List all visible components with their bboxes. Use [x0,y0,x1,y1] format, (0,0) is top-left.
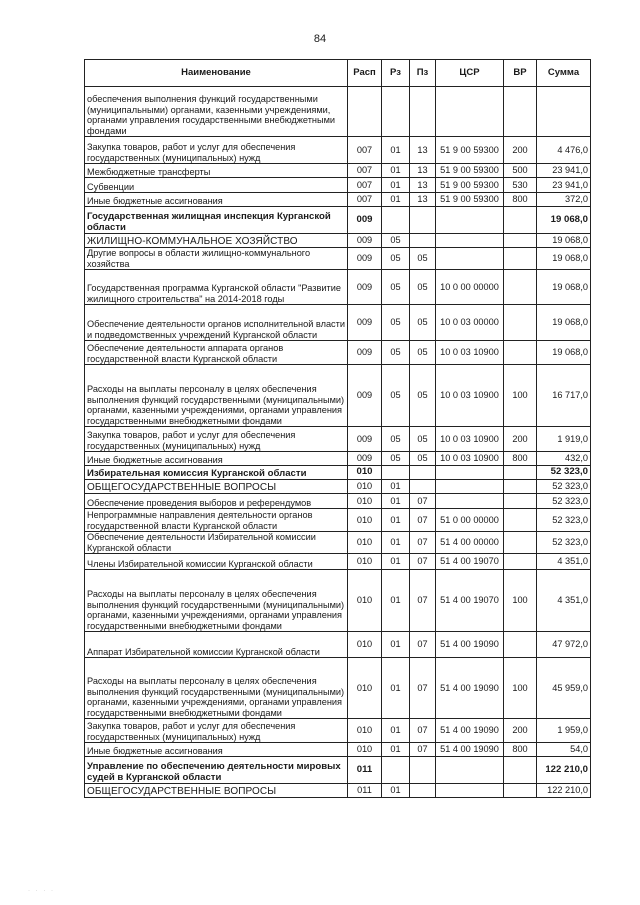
row-csr [436,87,504,137]
row-sum: 19 068,0 [537,207,591,234]
table-row [85,570,591,632]
row-pz: 05 [410,365,436,427]
row-vr [504,554,537,570]
row-rz: 05 [382,234,410,248]
row-sum: 52 323,0 [537,466,591,480]
row-pz: 05 [410,270,436,305]
row-csr: 51 4 00 19090 [436,632,504,658]
row-sum: 23 941,0 [537,178,591,193]
table-row [85,554,591,570]
row-pz [410,234,436,248]
row-csr: 51 4 00 19090 [436,719,504,743]
row-pz [410,757,436,784]
row-rz: 05 [382,452,410,466]
row-rasp: 009 [348,452,382,466]
row-name: Обеспечение деятельности Избирательной комиссии Курганской области [85,532,348,554]
row-name: Аппарат Избирательной комиссии Курганской области [85,632,348,658]
row-rz [382,757,410,784]
row-csr [436,480,504,494]
row-rz: 01 [382,164,410,178]
row-name: Расходы на выплаты персоналу в целях обеспечения выполнения функций государственными (муниципальными) органами, казенными учреждениями, органами управления государственными внебюджетными фондами [85,570,348,632]
row-pz: 07 [410,632,436,658]
row-sum: 19 068,0 [537,305,591,341]
row-rz: 05 [382,248,410,270]
row-rasp: 010 [348,658,382,719]
row-name: Непрограммные направления деятельности органов государственной власти Курганской области [85,509,348,532]
row-vr [504,248,537,270]
row-rasp: 010 [348,532,382,554]
row-rasp: 007 [348,178,382,193]
row-vr [504,234,537,248]
row-sum: 19 068,0 [537,270,591,305]
row-rasp: 010 [348,743,382,757]
row-vr [504,87,537,137]
row-rz: 05 [382,305,410,341]
row-sum: 372,0 [537,193,591,207]
row-csr [436,494,504,509]
row-pz: 05 [410,452,436,466]
table-row [85,509,591,532]
row-rz: 01 [382,178,410,193]
table-row [85,365,591,427]
row-rasp: 011 [348,757,382,784]
row-rasp: 009 [348,365,382,427]
table-row [85,632,591,658]
budget-table [84,59,591,798]
row-rasp: 010 [348,494,382,509]
row-rasp: 010 [348,554,382,570]
row-csr: 51 9 00 59300 [436,164,504,178]
row-name: Управление по обеспечению деятельности мировых судей в Курганской области [85,757,348,784]
row-rz: 01 [382,137,410,164]
row-rz: 01 [382,193,410,207]
table-row [85,305,591,341]
row-csr: 51 4 00 19070 [436,554,504,570]
row-vr [504,784,537,798]
col-header-csr: ЦСР [436,60,504,87]
row-pz: 05 [410,248,436,270]
row-vr [504,494,537,509]
col-header-pz: Пз [410,60,436,87]
row-csr: 10 0 03 10900 [436,365,504,427]
row-rasp [348,87,382,137]
row-rz: 01 [382,570,410,632]
table-row [85,658,591,719]
row-csr: 51 4 00 19090 [436,658,504,719]
table-row [85,719,591,743]
row-vr [504,509,537,532]
row-pz: 05 [410,427,436,452]
table-row [85,341,591,365]
row-pz: 07 [410,532,436,554]
row-vr: 800 [504,452,537,466]
row-name: ОБЩЕГОСУДАРСТВЕННЫЕ ВОПРОСЫ [85,480,348,494]
row-rz: 01 [382,784,410,798]
table-row [85,87,591,137]
table-row [85,270,591,305]
row-sum: 47 972,0 [537,632,591,658]
row-csr: 51 4 00 19090 [436,743,504,757]
row-pz: 07 [410,743,436,757]
table-row [85,494,591,509]
row-vr: 100 [504,365,537,427]
row-csr: 10 0 00 00000 [436,270,504,305]
row-pz: 13 [410,193,436,207]
row-csr [436,784,504,798]
row-rasp: 009 [348,427,382,452]
table-row [85,466,591,480]
row-csr: 51 0 00 00000 [436,509,504,532]
row-rz: 01 [382,554,410,570]
row-rz: 01 [382,494,410,509]
row-sum: 23 941,0 [537,164,591,178]
row-name: ОБЩЕГОСУДАРСТВЕННЫЕ ВОПРОСЫ [85,784,348,798]
row-pz: 07 [410,719,436,743]
row-vr: 800 [504,193,537,207]
table-row [85,178,591,193]
row-name: Расходы на выплаты персоналу в целях обеспечения выполнения функций государственными (муниципальными) органами, казенными учреждениями, органами управления государственными внебюджетными фондами [85,365,348,427]
row-vr: 500 [504,164,537,178]
row-csr: 10 0 03 10900 [436,452,504,466]
row-sum: 52 323,0 [537,494,591,509]
row-name: Обеспечение проведения выборов и референдумов [85,494,348,509]
page-number: 84 [313,33,327,45]
table-row [85,164,591,178]
table-row [85,480,591,494]
row-csr: 51 4 00 00000 [436,532,504,554]
row-rz: 01 [382,532,410,554]
row-name: Обеспечение деятельности аппарата органов государственной власти Курганской области [85,341,348,365]
row-rasp: 010 [348,570,382,632]
row-rz: 01 [382,509,410,532]
row-rasp: 011 [348,784,382,798]
row-rz: 01 [382,632,410,658]
row-vr [504,757,537,784]
row-csr: 10 0 03 10900 [436,427,504,452]
row-sum [537,87,591,137]
row-sum: 432,0 [537,452,591,466]
row-sum: 54,0 [537,743,591,757]
row-pz: 05 [410,305,436,341]
row-rasp: 009 [348,341,382,365]
row-pz [410,466,436,480]
row-csr [436,757,504,784]
row-rasp: 010 [348,632,382,658]
row-vr [504,341,537,365]
table-row [85,248,591,270]
row-vr [504,480,537,494]
row-name: Закупка товаров, работ и услуг для обеспечения государственных (муниципальных) нужд [85,719,348,743]
row-sum: 4 351,0 [537,554,591,570]
row-vr: 100 [504,570,537,632]
row-pz [410,480,436,494]
row-pz [410,207,436,234]
row-name: Обеспечение деятельности органов исполнительной власти и подведомственных учреждений Курганской области [85,305,348,341]
row-name: Иные бюджетные ассигнования [85,193,348,207]
row-csr: 10 0 03 10900 [436,341,504,365]
col-header-vr: ВР [504,60,537,87]
row-rz: 01 [382,743,410,757]
row-csr [436,466,504,480]
row-name: ЖИЛИЩНО-КОММУНАЛЬНОЕ ХОЗЯЙСТВО [85,234,348,248]
row-sum: 122 210,0 [537,757,591,784]
row-rz: 05 [382,427,410,452]
row-rz: 05 [382,365,410,427]
row-rasp: 010 [348,719,382,743]
row-name: Государственная программа Курганской области "Развитие жилищного строительства" на 2014-2018 годы [85,270,348,305]
row-pz: 07 [410,554,436,570]
row-pz: 07 [410,658,436,719]
row-rz: 05 [382,341,410,365]
row-sum: 122 210,0 [537,784,591,798]
row-pz: 13 [410,137,436,164]
row-csr: 10 0 03 00000 [436,305,504,341]
row-sum: 1 919,0 [537,427,591,452]
row-sum: 52 323,0 [537,532,591,554]
row-name: Расходы на выплаты персоналу в целях обеспечения выполнения функций государственными (муниципальными) органами, казенными учреждениями, органами управления государственными внебюджетными фондами [85,658,348,719]
row-csr [436,207,504,234]
row-pz: 13 [410,164,436,178]
row-rasp: 010 [348,480,382,494]
row-vr: 800 [504,743,537,757]
row-rz: 01 [382,658,410,719]
table-row [85,532,591,554]
col-header-rasp: Расп [348,60,382,87]
row-vr: 100 [504,658,537,719]
row-sum: 45 959,0 [537,658,591,719]
row-rasp: 010 [348,509,382,532]
row-name: Члены Избирательной комиссии Курганской области [85,554,348,570]
row-csr: 51 9 00 59300 [436,178,504,193]
row-csr: 51 9 00 59300 [436,137,504,164]
table-row [85,452,591,466]
row-csr [436,234,504,248]
col-header-name: Наименование [85,60,348,87]
row-sum: 52 323,0 [537,480,591,494]
table-row [85,137,591,164]
col-header-sum: Сумма [537,60,591,87]
row-pz: 07 [410,494,436,509]
row-rasp: 007 [348,193,382,207]
row-rz: 01 [382,719,410,743]
row-sum: 19 068,0 [537,234,591,248]
row-name: Межбюджетные трансферты [85,164,348,178]
row-rasp: 007 [348,137,382,164]
row-pz: 05 [410,341,436,365]
row-rz [382,207,410,234]
row-rasp: 007 [348,164,382,178]
row-rasp: 009 [348,207,382,234]
row-rz: 05 [382,270,410,305]
table-header-row [85,60,591,87]
table-row [85,743,591,757]
row-name: Субвенции [85,178,348,193]
row-vr: 530 [504,178,537,193]
row-sum: 52 323,0 [537,509,591,532]
row-vr [504,207,537,234]
row-vr: 200 [504,137,537,164]
row-sum: 1 959,0 [537,719,591,743]
row-vr [504,270,537,305]
row-rz [382,87,410,137]
row-rasp: 009 [348,234,382,248]
row-sum: 16 717,0 [537,365,591,427]
table-row [85,234,591,248]
row-csr: 51 9 00 59300 [436,193,504,207]
row-vr [504,305,537,341]
row-pz [410,784,436,798]
row-sum: 4 351,0 [537,570,591,632]
row-pz: 07 [410,509,436,532]
row-vr [504,466,537,480]
row-name: Закупка товаров, работ и услуг для обеспечения государственных (муниципальных) нужд [85,137,348,164]
table-row [85,207,591,234]
row-pz: 07 [410,570,436,632]
row-rasp: 009 [348,270,382,305]
table-row [85,427,591,452]
table-row [85,193,591,207]
row-vr: 200 [504,719,537,743]
row-name: Избирательная комиссия Курганской области [85,466,348,480]
row-vr [504,632,537,658]
row-name: Иные бюджетные ассигнования [85,743,348,757]
row-pz: 13 [410,178,436,193]
scan-mark: · · · · [28,888,55,894]
row-sum: 19 068,0 [537,341,591,365]
row-name: Закупка товаров, работ и услуг для обеспечения государственных (муниципальных) нужд [85,427,348,452]
row-name: Иные бюджетные ассигнования [85,452,348,466]
row-name: Государственная жилищная инспекция Курганской области [85,207,348,234]
row-rasp: 010 [348,466,382,480]
row-name: Другие вопросы в области жилищно-коммунального хозяйства [85,248,348,270]
row-sum: 19 068,0 [537,248,591,270]
row-sum: 4 476,0 [537,137,591,164]
row-csr: 51 4 00 19070 [436,570,504,632]
row-rz: 01 [382,480,410,494]
row-pz [410,87,436,137]
row-csr [436,248,504,270]
table-row [85,784,591,798]
row-rasp: 009 [348,248,382,270]
row-vr: 200 [504,427,537,452]
row-rasp: 009 [348,305,382,341]
table-row [85,757,591,784]
row-name: обеспечения выполнения функций государственными (муниципальными) органами, казенными учреждениями, органами управления государственными внебюджетными фондами [85,87,348,137]
row-vr [504,532,537,554]
col-header-rz: Рз [382,60,410,87]
row-rz [382,466,410,480]
